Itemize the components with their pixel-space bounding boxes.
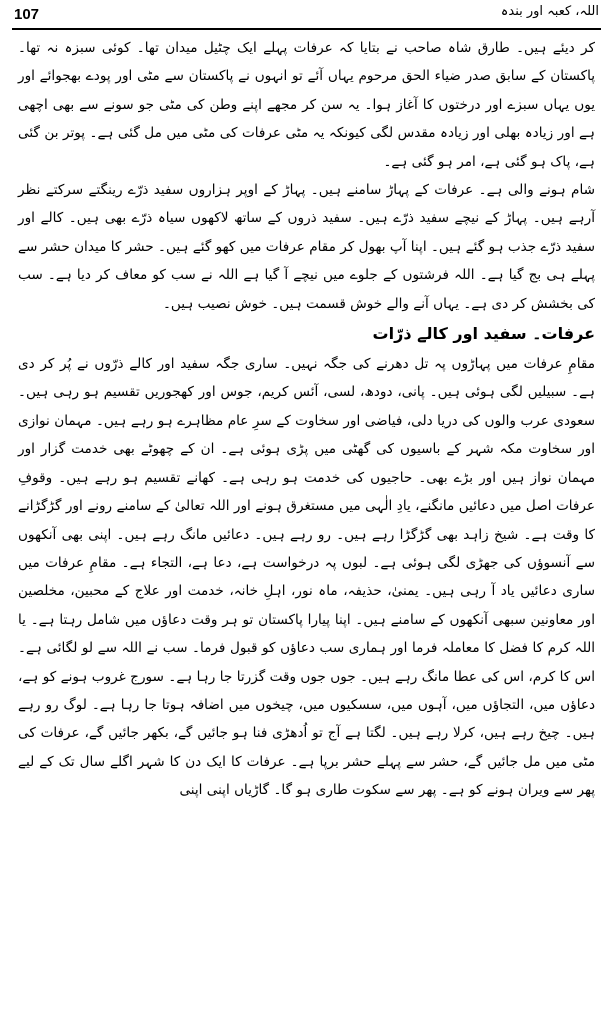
running-title: اللہ، کعبہ اور بندہ bbox=[500, 4, 599, 19]
body-text bbox=[18, 34, 595, 805]
paragraph: کر دیئے ہیں۔ طارق شاہ صاحب نے بتایا کہ عرفات پہلے ایک چٹیل میدان تھا۔ کوئی سبزہ نہ تھا۔ پاکستان کے سابق صدر ضیاء الحق مرحوم یہاں آئے تو انہوں نے پاکستان سے مٹی اور پودے بھجوائے اور یوں یہاں سبزے اور درختوں کا آغاز ہوا۔ یہ سن کر مجھے اپنے وطن کی مٹی جو سونے سے بھی اچھی ہے اور زیادہ بھلی اور زیادہ مقدس لگی کیونکہ یہ مٹی عرفات کی مٹی میں مل گئی ہے۔ پوتر بن گئی ہے، پاک ہو گئی ہے، امر ہو گئی ہے۔ bbox=[18, 40, 595, 170]
paragraph: مقامِ عرفات میں پہاڑوں پہ تل دھرنے کی جگہ نہیں۔ ساری جگہ سفید اور کالے ذرّوں نے پُر کر دی ہے۔ سبیلیں لگی ہوئی ہیں۔ پانی، دودھ، لسی، آئس کریم، جوس اور کھجوریں تقسیم ہو رہی ہیں۔ سعودی عرب والوں کی دریا دلی، فیاضی اور سخاوت کے سرِ عام مظاہرے ہو رہے ہیں۔ مہمان نوازی اور سخاوت مکہ شہر کے باسیوں کی گھٹی میں پڑی ہوئی ہے۔ ان کے چھوٹے بھی خدمت گزار اور مہمان نواز ہیں اور بڑے بھی۔ حاجیوں کی خدمت ہو رہی ہے۔ کھانے تقسیم ہو رہے ہیں۔ وقوفِ عرفات اصل میں دعائیں مانگنے، یادِ الٰہی میں مستغرق ہونے اور اللہ تعالیٰ کے سامنے رونے اور گڑگڑانے کا وقت ہے۔ شیخ زاہد بھی گڑگڑا رہے ہیں۔ رو رہے ہیں۔ دعائیں مانگ رہے ہیں۔ اپنی بھی آنکھوں سے آنسوؤں کی جھڑی لگی ہوئی ہے۔ لبوں پہ درخواست ہے، دعا ہے، التجاء ہے۔ مقامِ عرفات میں ساری دعائیں یاد آ رہی ہیں۔ یمنیٰ، حذیفہ، ماہ نور، اہلِ خانہ، خدمت اور علاج کے محبین، مخلصین اور معاونین سبھی آنکھوں کے سامنے ہیں۔ اپنا پیارا پاکستان تو ہر وقت دعاؤں میں شامل رہتا ہے۔ یا اللہ کرم کا فضل کا معاملہ فرما اور ہماری سب دعاؤں کو قبول فرما۔ سب نے اللہ سے لو لگائی ہے۔ اس کا کرم، اس کی عطا مانگ رہے ہیں۔ جوں جوں وقت گزرتا جا رہا ہے۔ سورج غروب ہونے کو ہے، دعاؤں میں، التجاؤں میں، آہوں میں، سسکیوں میں، چیخوں میں اضافہ ہوتا جا رہا ہے۔ لوگ رو رہے ہیں۔ چیخ رہے ہیں، کرلا رہے ہیں۔ لگتا ہے آج تو اُدھڑی فنا ہو جائیں گے، بکھر جائیں گے، عرفات کی مٹی میں مل جائیں گے، حشر سے پہلے حشر برپا ہے۔ عرفات کا ایک دن کا شہر اگلے سال تک کے لیے پھر سے ویران ہونے کو ہے۔ پھر سے سکوت طاری ہو گا۔ گاڑیاں اپنی اپنی bbox=[18, 356, 595, 799]
section-heading: عرفات۔ سفید اور کالے ذرّات bbox=[372, 324, 595, 344]
header-rule bbox=[12, 28, 601, 30]
page-number: 107 bbox=[14, 6, 40, 23]
paragraph: شام ہونے والی ہے۔ عرفات کے پہاڑ سامنے ہیں۔ پہاڑ کے اوپر ہزاروں سفید ذرّے رینگتے سرکتے نظر آرہے ہیں۔ پہاڑ کے نیچے سفید ذرّے ہیں۔ سفید ذروں کے ساتھ لاکھوں سیاہ ذرّے بھی ہیں۔ کالے اور سفید ذرّے جذب ہو گئے ہیں۔ اپنا آپ بھول کر مقام عرفات میں کھو گئے ہیں۔ حشر کا میدان حشر سے پہلے ہی بج گیا ہے۔ اللہ فرشتوں کے جلوے میں نیچے آ گیا ہے اللہ نے سب کو معاف کر دیا ہے۔ سب کی بخشش کر دی ہے۔ یہاں آنے والے خوش قسمت ہیں۔ خوش نصیب ہیں۔ bbox=[18, 182, 595, 312]
